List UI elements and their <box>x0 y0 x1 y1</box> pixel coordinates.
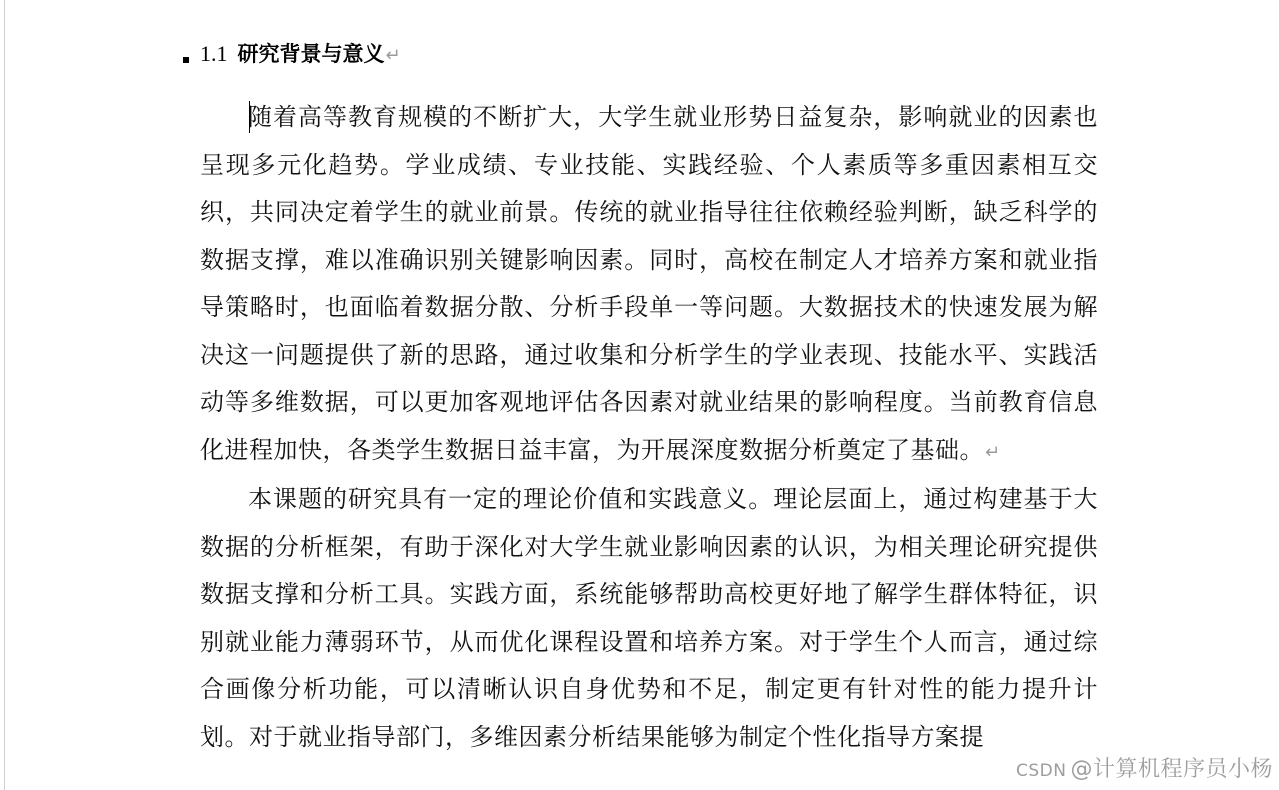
paragraph-2[interactable] <box>200 476 1098 763</box>
section-heading[interactable] <box>200 36 401 72</box>
page-left-edge <box>4 0 5 790</box>
heading-outline-marker[interactable] <box>183 57 189 63</box>
watermark-author: @计算机程序员小杨 <box>1070 757 1273 782</box>
paragraph-mark-icon: ↵ <box>385 45 401 66</box>
paragraph-mark-icon: ↵ <box>985 441 1001 463</box>
section-title: 研究背景与意义 <box>237 42 385 66</box>
csdn-watermark <box>1016 752 1273 783</box>
paragraph-1[interactable] <box>200 94 1098 476</box>
watermark-prefix: CSDN <box>1016 761 1067 781</box>
paragraph-2-text: 本课题的研究具有一定的理论价值和实践意义。理论层面上，通过构建基于大数据的分析框架，有助于深化对大学生就业影响因素的认识，为相关理论研究提供数据支撑和分析工具。实践方面，系统能够帮助高校更好地了解学生群体特征，识别就业能力薄弱环节，从而优化课程设置和培养方案。对于学生个人而言，通过综合画像分析功能，可以清晰认识自身优势和不足，制定更有针对性的能力提升计划。对于就业指导部门，多维因素分析结果能够为制定个性化指导方案提 <box>200 485 1098 751</box>
body-text[interactable] <box>200 94 1098 763</box>
section-number: 1.1 <box>200 41 228 66</box>
paragraph-1-text: 随着高等教育规模的不断扩大，大学生就业形势日益复杂，影响就业的因素也呈现多元化趋势。学业成绩、专业技能、实践经验、个人素质等多重因素相互交织，共同决定着学生的就业前景。传统的就业指导往往依赖经验判断，缺乏科学的数据支撑，难以准确识别关键影响因素。同时，高校在制定人才培养方案和就业指导策略时，也面临着数据分散、分析手段单一等问题。大数据技术的快速发展为解决这一问题提供了新的思路，通过收集和分析学生的学业表现、技能水平、实践活动等多维数据，可以更加客观地评估各因素对就业结果的影响程度。当前教育信息化进程加快，各类学生数据日益丰富，为开展深度数据分析奠定了基础。 <box>200 103 1098 464</box>
